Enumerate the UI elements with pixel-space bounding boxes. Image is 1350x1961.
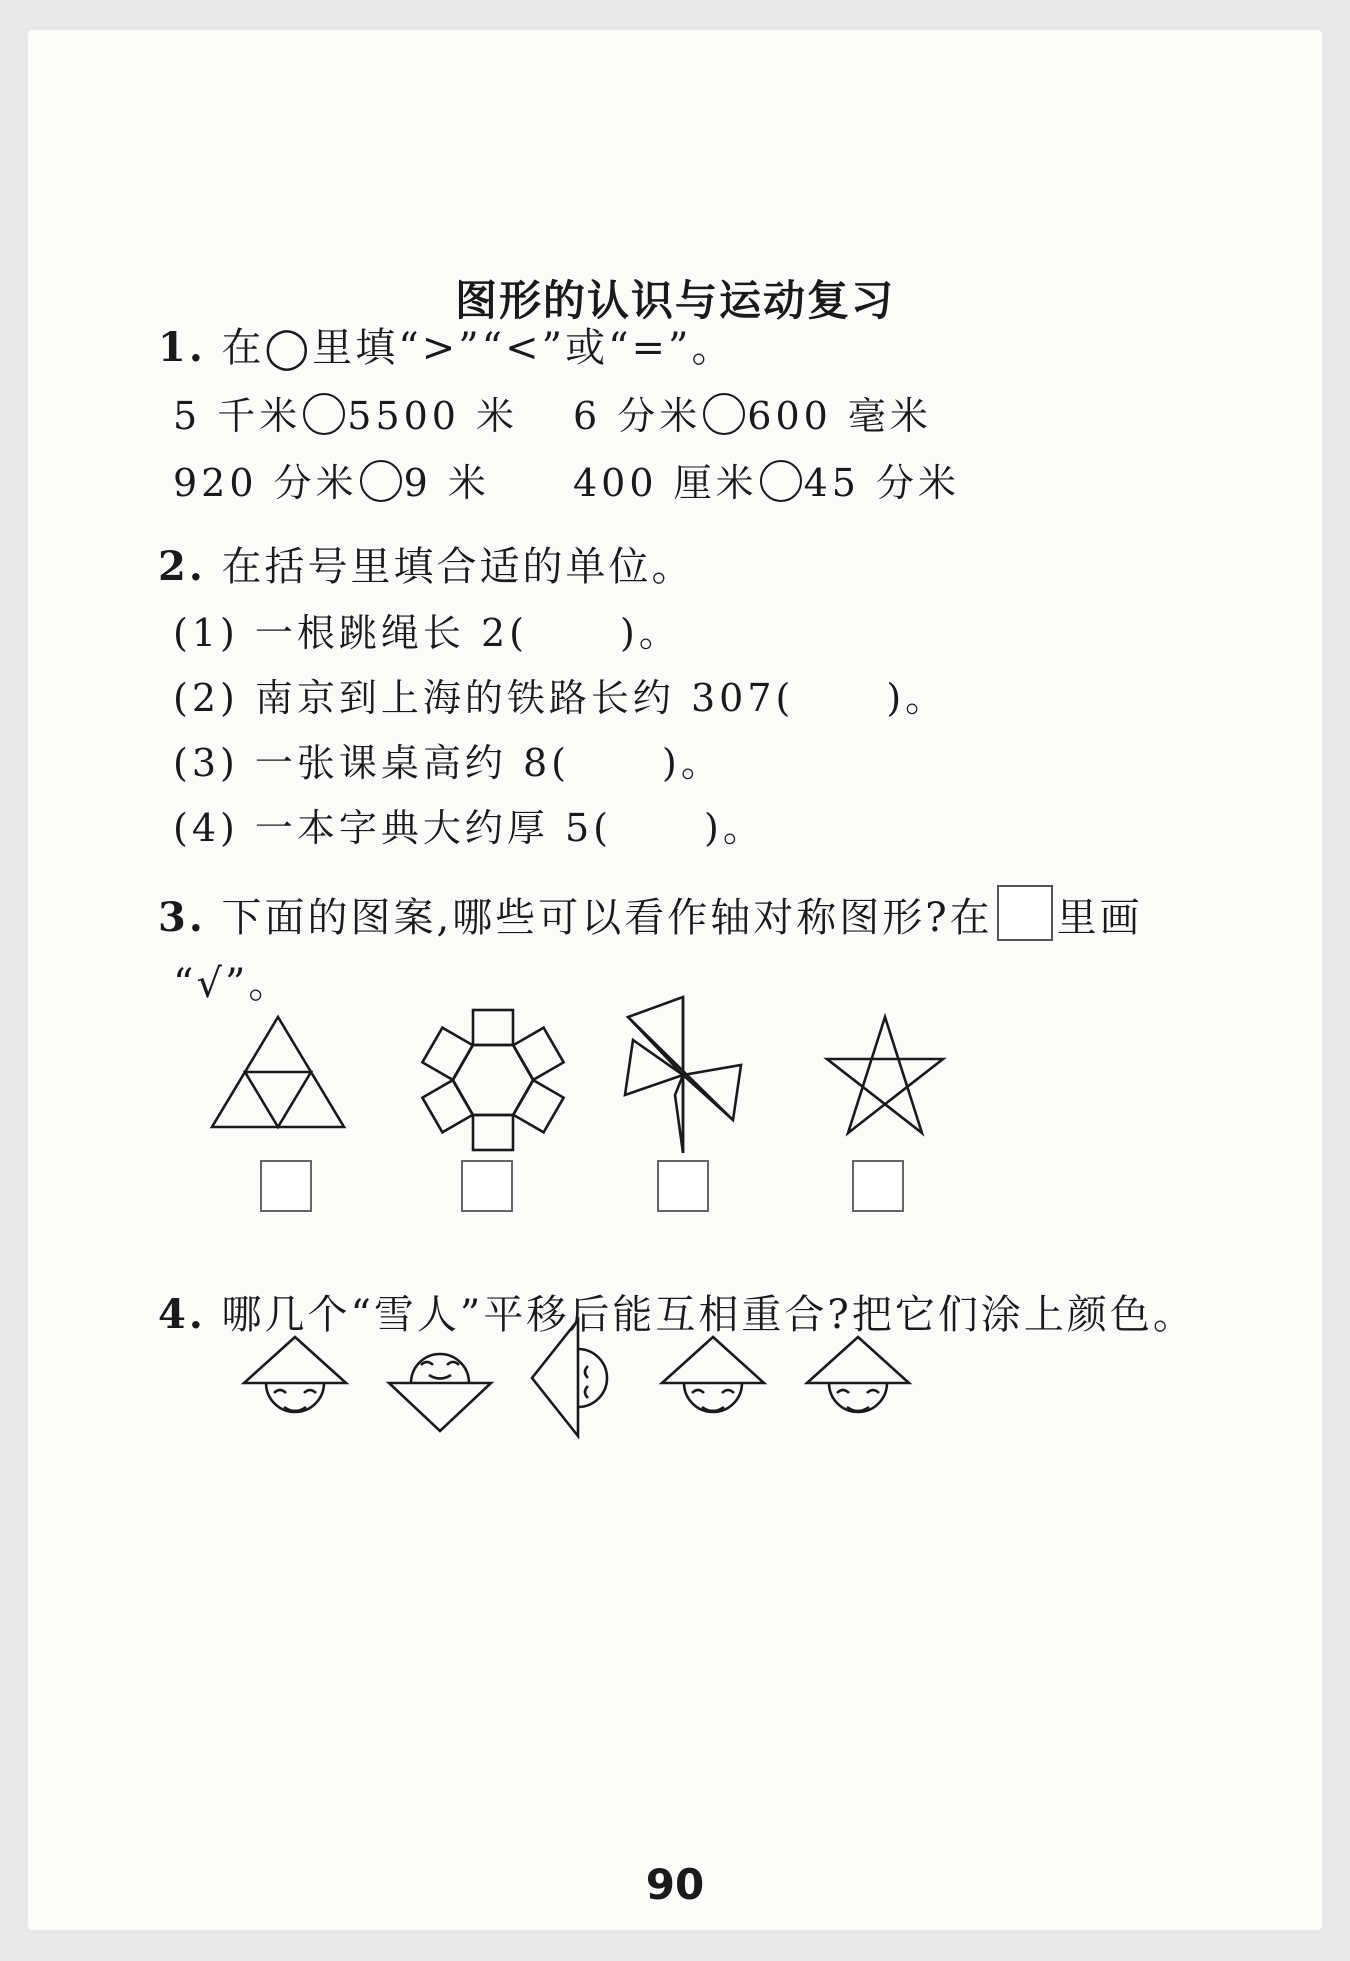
item-label: (2) — [173, 676, 239, 720]
question-prompt: 下面的图案,哪些可以看作轴对称图形?在 — [221, 895, 993, 941]
checkbox-example — [997, 885, 1053, 941]
compare-right: 9 米 — [403, 461, 490, 505]
compare-item-3 — [173, 452, 490, 507]
compare-item-4 — [573, 452, 960, 507]
compare-left: 5 千米 — [173, 394, 302, 438]
compare-item-2 — [573, 385, 932, 440]
unit-item-3 — [173, 732, 723, 787]
question-3 — [158, 885, 1143, 943]
compare-right: 600 毫米 — [747, 394, 932, 438]
star-figure — [823, 1015, 953, 1140]
compare-item-1 — [173, 385, 518, 440]
worksheet-page — [28, 30, 1322, 1930]
answer-checkbox-1[interactable] — [260, 1160, 312, 1212]
page-number: 90 — [645, 1860, 705, 1909]
snowman-5-figure — [803, 1335, 913, 1445]
compare-left: 920 分米 — [173, 461, 358, 505]
pinwheel-figure — [623, 995, 753, 1155]
question-2 — [158, 535, 694, 592]
question-number: 2. — [158, 543, 206, 590]
compare-right: 45 分米 — [803, 461, 961, 505]
item-label: (4) — [173, 806, 239, 850]
item-text: 南京到上海的铁路长约 307( — [254, 676, 795, 720]
question-number: 3. — [158, 894, 206, 941]
snowman-4-figure — [658, 1335, 768, 1445]
item-end: )。 — [662, 741, 723, 785]
question-number: 4. — [158, 1291, 206, 1338]
item-text: 一根跳绳长 2( — [254, 611, 529, 655]
item-text: 一本字典大约厚 5( — [254, 806, 613, 850]
compare-right: 5500 米 — [347, 394, 519, 438]
question-4 — [158, 1283, 1196, 1340]
question-1 — [158, 316, 735, 373]
compare-left: 400 厘米 — [573, 461, 758, 505]
answer-circle[interactable] — [303, 393, 345, 435]
answer-checkbox-4[interactable] — [852, 1160, 904, 1212]
snowman-3-figure — [528, 1318, 638, 1443]
item-end: )。 — [886, 676, 948, 720]
question-number: 1. — [158, 324, 206, 371]
hexagon-squares-figure — [428, 1005, 558, 1155]
answer-circle[interactable] — [360, 460, 402, 502]
question-prompt: 在◯里填“>”“<”或“=”。 — [221, 325, 735, 371]
item-label: (1) — [173, 611, 239, 655]
snowman-1-figure — [240, 1335, 350, 1445]
page-title: 图形的认识与运动复习 — [454, 276, 895, 325]
item-text: 一张课桌高约 8( — [254, 741, 571, 785]
question-prompt: 哪几个“雪人”平移后能互相重合?把它们涂上颜色。 — [221, 1292, 1196, 1338]
answer-circle[interactable] — [760, 460, 802, 502]
unit-item-1 — [173, 602, 681, 657]
triangle-pattern-figure — [208, 1015, 348, 1135]
unit-item-4 — [173, 797, 765, 852]
compare-left: 6 分米 — [573, 394, 702, 438]
question-3-line2: “√”。 — [173, 961, 292, 1007]
question-prompt-cont: 里画 — [1056, 895, 1143, 941]
item-end: )。 — [704, 806, 765, 850]
item-label: (3) — [173, 741, 239, 785]
item-end: )。 — [620, 611, 681, 655]
answer-checkbox-3[interactable] — [657, 1160, 709, 1212]
unit-item-2 — [173, 667, 947, 722]
answer-circle[interactable] — [703, 393, 745, 435]
answer-checkbox-2[interactable] — [461, 1160, 513, 1212]
question-prompt: 在括号里填合适的单位。 — [221, 544, 695, 590]
snowman-2-figure — [385, 1335, 495, 1445]
